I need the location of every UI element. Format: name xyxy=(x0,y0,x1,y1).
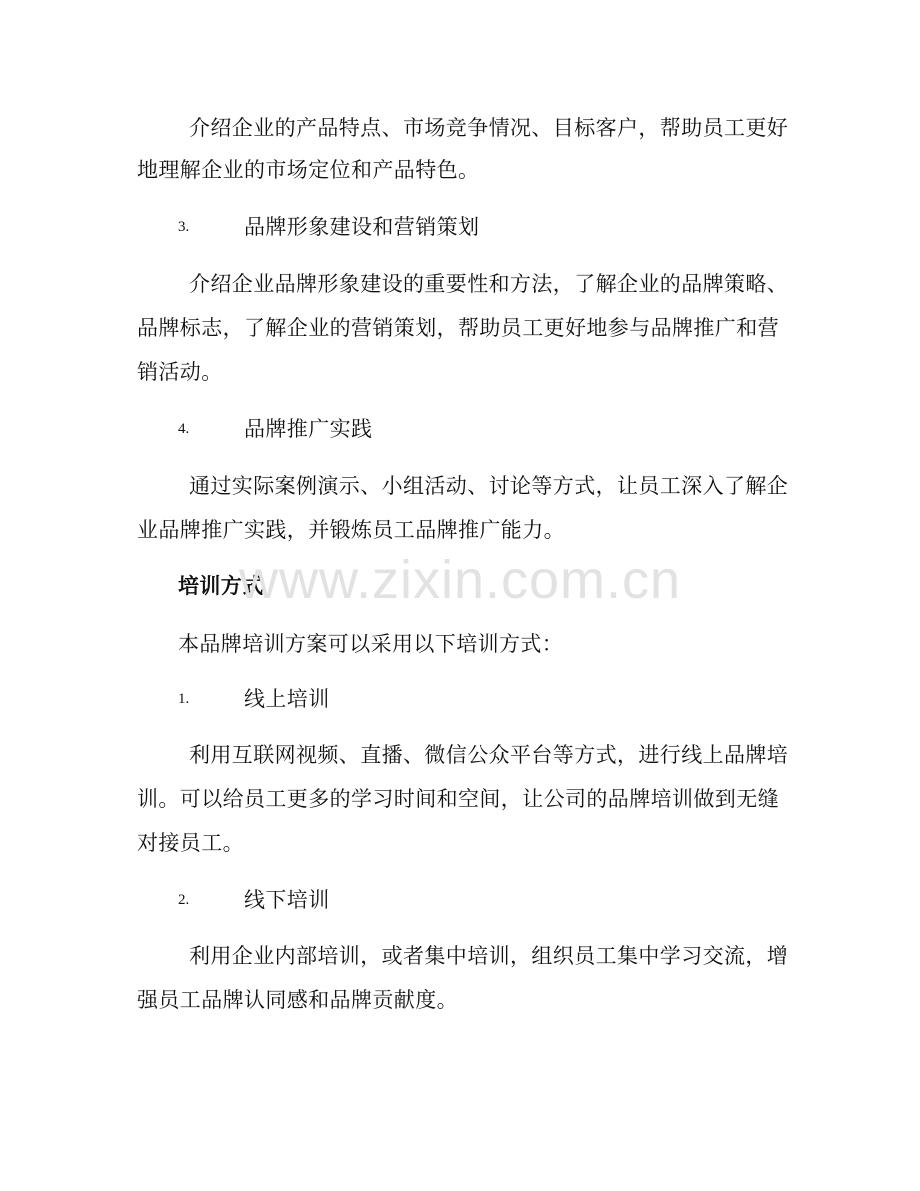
paragraph-line: 强员工品牌认同感和品牌贡献度。 xyxy=(137,988,458,1012)
paragraph-line: 地理解企业的市场定位和产品特色。 xyxy=(137,158,480,182)
paragraph-line: 对接员工。 xyxy=(137,831,244,855)
paragraph-line: 通过实际案例演示、小组活动、讨论等方式，让员工深入了解企 xyxy=(189,474,789,498)
paragraph-line: 训。可以给员工更多的学习时间和空间，让公司的品牌培训做到无缝 xyxy=(137,787,779,811)
paragraph-line: 品牌标志，了解企业的营销策划，帮助员工更好地参与品牌推广和营 xyxy=(137,316,779,340)
paragraph-line: 本品牌培训方案可以采用以下培训方式： xyxy=(178,632,564,656)
paragraph-line: 销活动。 xyxy=(137,360,223,384)
list-item-title: 线上培训 xyxy=(244,687,330,711)
paragraph-line: 介绍企业品牌形象建设的重要性和方法，了解企业的品牌策略、 xyxy=(189,272,789,296)
list-item-title: 品牌形象建设和营销策划 xyxy=(244,215,480,239)
watermark-text: www.zixin.com.cn xyxy=(238,550,682,610)
list-item-title: 线下培训 xyxy=(244,888,330,912)
list-number: 1. xyxy=(178,691,190,707)
list-number: 2. xyxy=(178,892,190,908)
list-number: 4. xyxy=(178,421,190,437)
paragraph-line: 利用互联网视频、直播、微信公众平台等方式，进行线上品牌培 xyxy=(189,743,789,767)
list-item-title: 品牌推广实践 xyxy=(244,417,373,441)
list-number: 3. xyxy=(178,219,190,235)
paragraph-line: 介绍企业的产品特点、市场竞争情况、目标客户，帮助员工更好 xyxy=(189,116,789,140)
paragraph-line: 利用企业内部培训，或者集中培训，组织员工集中学习交流，增 xyxy=(189,944,789,968)
section-heading: 培训方式 xyxy=(178,574,264,598)
paragraph-line: 业品牌推广实践，并锻炼员工品牌推广能力。 xyxy=(137,518,565,542)
